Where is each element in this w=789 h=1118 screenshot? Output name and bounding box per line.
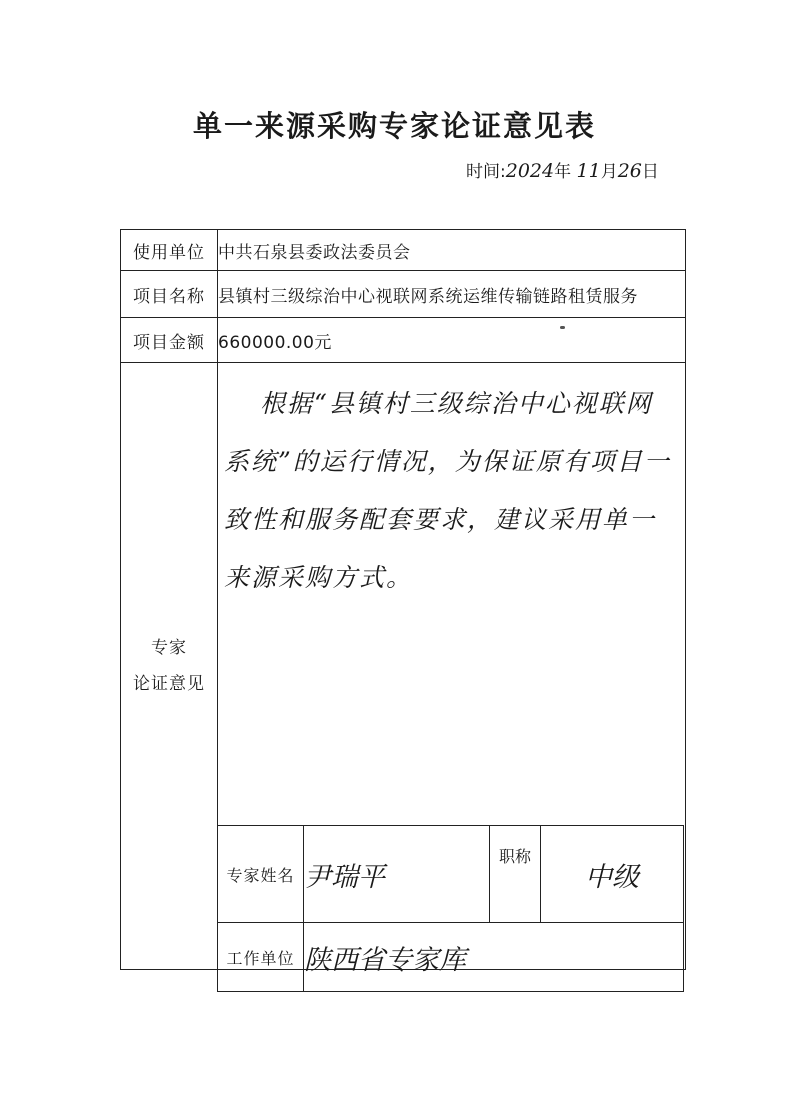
unit-label: 使用单位 <box>121 230 218 271</box>
date-month-unit: 月 <box>600 162 618 182</box>
title-label: 职称 <box>490 826 541 923</box>
scan-speck <box>560 326 565 329</box>
date-month: 11 <box>576 160 601 182</box>
date-day-unit: 日 <box>641 162 659 182</box>
date-day: 26 <box>617 160 642 182</box>
form-table <box>120 229 686 976</box>
date-line <box>466 157 659 182</box>
opinion-text: 根据“县镇村三级综治中心视联网系统”的运行情况，为保证原有项目一致性和服务配套要求，建议采用单一来源采购方式。 <box>224 389 671 592</box>
opinion-cell <box>218 363 686 976</box>
expert-name-row <box>218 826 684 923</box>
signature-table <box>217 825 684 992</box>
project-value: 县镇村三级综治中心视联网系统运维传输链路租赁服务 <box>218 271 686 318</box>
opinion-label-line2: 论证意见 <box>133 674 205 694</box>
form-row-unit <box>121 230 686 271</box>
amount-label: 项目金额 <box>121 318 218 363</box>
workplace-value: 陕西省专家库 <box>304 923 684 992</box>
form-row-opinion <box>121 363 686 970</box>
unit-value: 中共石泉县委政法委员会 <box>218 230 686 271</box>
opinion-label <box>121 363 218 970</box>
date-year: 2024 <box>505 160 555 182</box>
date-prefix: 时间: <box>466 162 506 182</box>
workplace-row <box>218 923 684 992</box>
date-year-unit: 年 <box>554 162 572 182</box>
expert-name-label: 专家姓名 <box>218 826 304 923</box>
document-title: 单一来源采购专家论证意见表 <box>192 109 596 143</box>
workplace-label: 工作单位 <box>218 923 304 992</box>
form-row-amount <box>121 318 686 363</box>
form-row-project <box>121 271 686 318</box>
opinion-label-line1: 专家 <box>151 638 187 658</box>
project-label: 项目名称 <box>121 271 218 318</box>
title-value: 中级 <box>541 826 684 923</box>
amount-value: 660000.00元 <box>218 318 686 363</box>
expert-name-value: 尹瑞平 <box>304 826 490 923</box>
